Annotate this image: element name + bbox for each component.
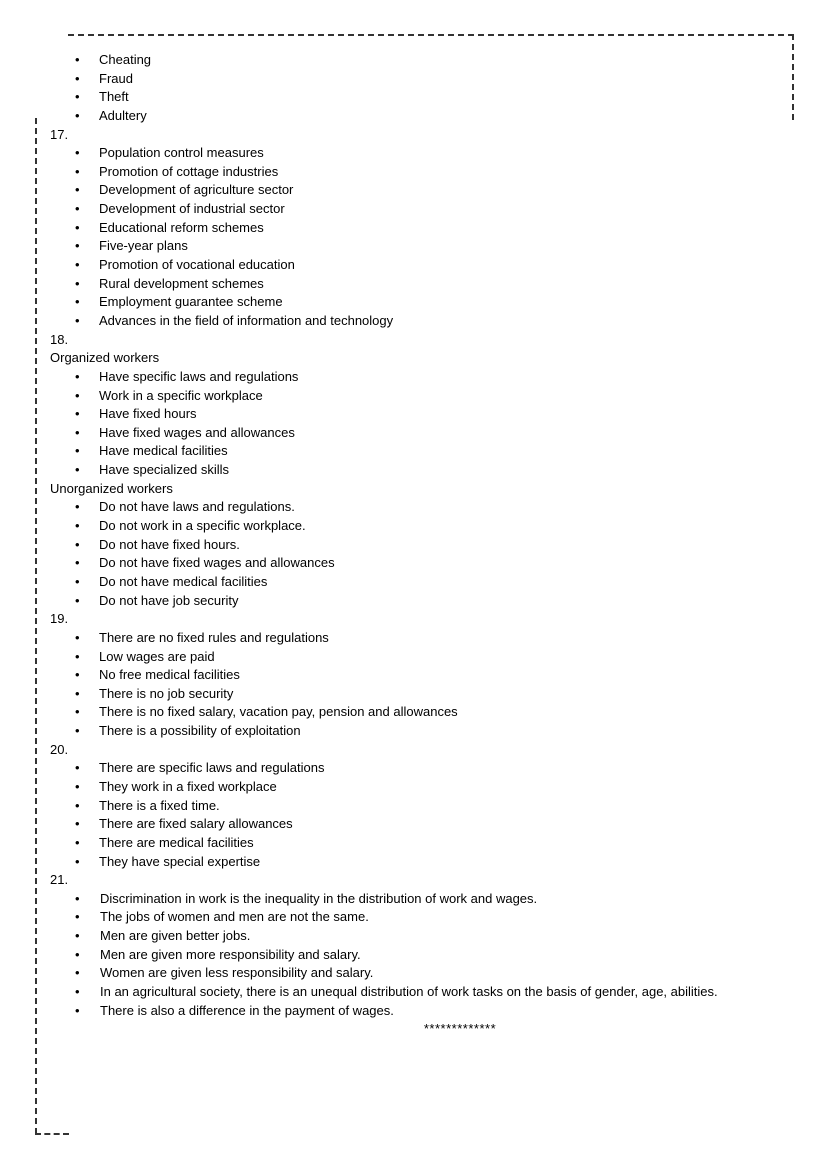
list-item: • There is also a difference in the payment of wages. bbox=[50, 1002, 790, 1021]
list-item: • Women are given less responsibility and salary. bbox=[50, 964, 790, 983]
list-item: • Do not work in a specific workplace. bbox=[50, 517, 790, 536]
end-marker: ************* bbox=[423, 1021, 497, 1037]
list-item: • There is a possibility of exploitation bbox=[50, 722, 790, 741]
list-item: • Promotion of vocational education bbox=[50, 256, 790, 275]
list-item: • Advances in the field of information and technology bbox=[50, 312, 790, 331]
list-item: • There are medical facilities bbox=[50, 834, 790, 853]
page-border-right bbox=[792, 34, 794, 120]
list-item: • Men are given more responsibility and salary. bbox=[50, 946, 790, 965]
list-item: • Have fixed hours bbox=[50, 405, 790, 424]
page-border-bottom bbox=[35, 1133, 69, 1135]
page-border-left bbox=[35, 118, 37, 1134]
list-item: • There are fixed salary allowances bbox=[50, 815, 790, 834]
list-item: • Have medical facilities bbox=[50, 442, 790, 461]
list-item: • There is no job security bbox=[50, 685, 790, 704]
list-item: • They have special expertise bbox=[50, 853, 790, 872]
list-item: • Have specific laws and regulations bbox=[50, 368, 790, 387]
list-item: • Rural development schemes bbox=[50, 275, 790, 294]
list-item: • Do not have laws and regulations. bbox=[50, 498, 790, 517]
list-item: • Have specialized skills bbox=[50, 461, 790, 480]
list-item: • Do not have job security bbox=[50, 592, 790, 611]
list-item: • Cheating bbox=[50, 51, 790, 70]
question-number-19: 19. bbox=[50, 611, 69, 627]
list-item: • Population control measures bbox=[50, 144, 790, 163]
list-item: • Promotion of cottage industries bbox=[50, 163, 790, 182]
question-number-20: 20. bbox=[50, 741, 69, 757]
list-item: • Adultery bbox=[50, 107, 790, 126]
list-item: • There are no fixed rules and regulations bbox=[50, 629, 790, 648]
list-item: • Low wages are paid bbox=[50, 648, 790, 667]
list-item: • There is a fixed time. bbox=[50, 797, 790, 816]
list-item: • Development of industrial sector bbox=[50, 200, 790, 219]
list-item: • Fraud bbox=[50, 70, 790, 89]
question-number-21: 21. bbox=[50, 872, 69, 888]
list-item: • Educational reform schemes bbox=[50, 219, 790, 238]
list-item: • Work in a specific workplace bbox=[50, 387, 790, 406]
list-item: • There are specific laws and regulations bbox=[50, 759, 790, 778]
list-item: • They work in a fixed workplace bbox=[50, 778, 790, 797]
list-item: • Employment guarantee scheme bbox=[50, 293, 790, 312]
list-item: • Development of agriculture sector bbox=[50, 181, 790, 200]
list-item: • Have fixed wages and allowances bbox=[50, 424, 790, 443]
list-item: • No free medical facilities bbox=[50, 666, 790, 685]
document-body bbox=[50, 51, 790, 1039]
organized-workers-heading: Organized workers bbox=[50, 350, 160, 366]
list-item: • The jobs of women and men are not the same. bbox=[50, 908, 790, 927]
list-item: • Do not have fixed wages and allowances bbox=[50, 554, 790, 573]
question-number-17: 17. bbox=[50, 126, 69, 142]
list-item: • Five-year plans bbox=[50, 237, 790, 256]
question-number-18: 18. bbox=[50, 331, 69, 347]
list-item: • Do not have fixed hours. bbox=[50, 536, 790, 555]
page-border-top bbox=[68, 34, 794, 36]
list-item: • Men are given better jobs. bbox=[50, 927, 790, 946]
list-item: • There is no fixed salary, vacation pay, pension and allowances bbox=[50, 703, 790, 722]
unorganized-workers-heading: Unorganized workers bbox=[50, 480, 173, 496]
list-item: • Do not have medical facilities bbox=[50, 573, 790, 592]
list-item: • Discrimination in work is the inequality in the distribution of work and wages. bbox=[50, 890, 790, 909]
list-item: • Theft bbox=[50, 88, 790, 107]
list-item: • In an agricultural society, there is an unequal distribution of work tasks on the basis of gender, age, abilities. bbox=[50, 983, 790, 1002]
